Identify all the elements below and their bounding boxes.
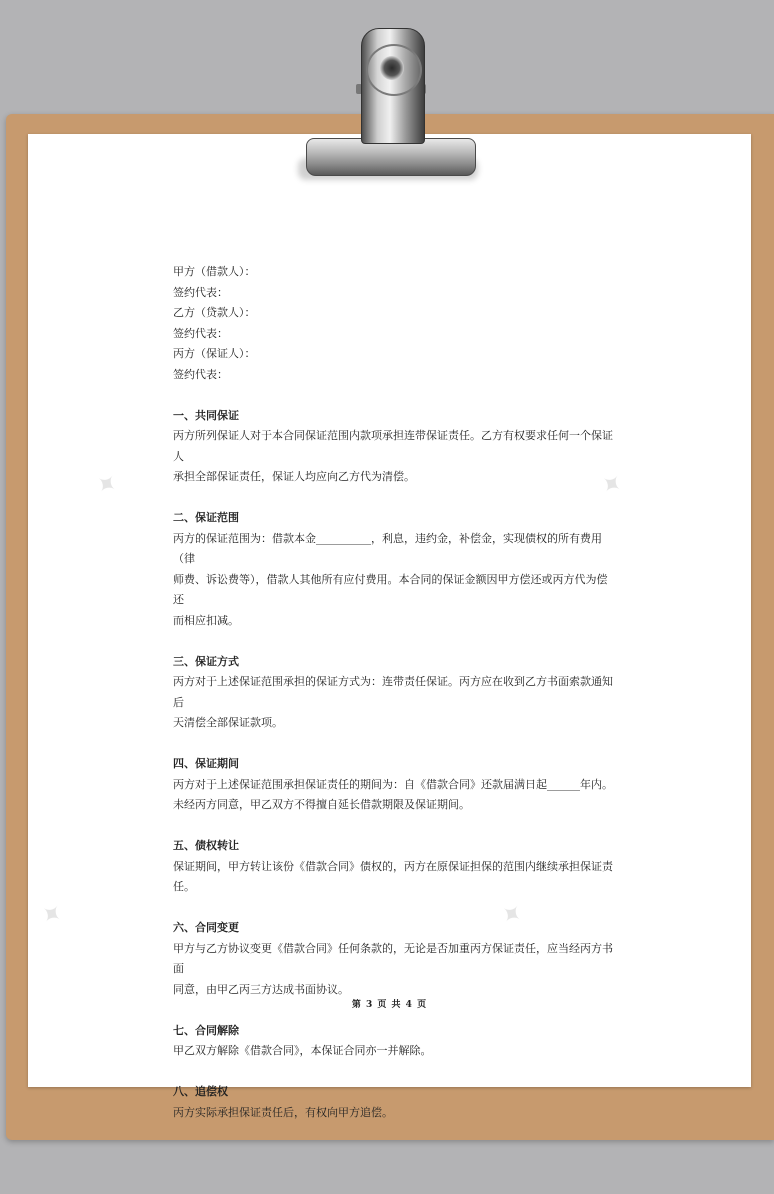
section-joint-guarantee xyxy=(173,406,613,488)
section-guarantee-method xyxy=(173,652,613,734)
section-heading: 五、债权转让 xyxy=(173,839,239,852)
section-heading: 四、保证期间 xyxy=(173,757,239,770)
section-text: 天清偿全部保证款项。 xyxy=(173,716,283,729)
section-heading: 六、合同变更 xyxy=(173,921,239,934)
section-guarantee-period xyxy=(173,754,613,816)
section-text: 而相应扣减。 xyxy=(173,613,239,627)
section-text: 保证期间，甲方转让该份《借款合同》债权的，丙方在原保证担保的范围内继续承担保证责任。 xyxy=(173,859,613,893)
party-line: 乙方（贷款人）： xyxy=(173,306,256,319)
party-line: 签约代表： xyxy=(173,285,228,299)
watermark: ✦ xyxy=(593,466,629,504)
section-guarantee-scope xyxy=(173,508,613,631)
section-text: 甲方与乙方协议变更《借款合同》任何条款的，无论是否加重丙方保证责任，应当经丙方书面 xyxy=(173,941,613,975)
contract-body xyxy=(173,262,613,1123)
watermark: ✦ xyxy=(33,896,69,934)
party-line: 丙方（保证人）： xyxy=(173,347,256,360)
section-contract-change xyxy=(173,918,613,1000)
section-text: 承担全部保证责任，保证人均应向乙方代为清偿。 xyxy=(173,470,415,483)
page-number: 第 3 页 共 4 页 xyxy=(351,1000,428,1010)
section-heading: 二、保证范围 xyxy=(173,511,239,524)
watermark: ✦ xyxy=(88,466,124,504)
party-line: 签约代表： xyxy=(173,367,228,381)
section-text: 同意，由甲乙丙三方达成书面协议。 xyxy=(173,982,349,996)
party-line: 甲方（借款人）： xyxy=(173,265,256,278)
section-claim-transfer xyxy=(173,836,613,898)
parties-block xyxy=(173,262,613,385)
clip-hole-icon xyxy=(380,56,404,80)
section-text: 丙方对于上述保证范围承担保证责任的期间为：自《借款合同》还款届满日起______年内。 xyxy=(173,777,613,791)
section-text: 丙方所列保证人对于本合同保证范围内款项承担连带保证责任。乙方有权要求任何一个保证人 xyxy=(173,429,613,463)
section-text: 甲乙双方解除《借款合同》，本保证合同亦一并解除。 xyxy=(173,1044,432,1057)
section-recourse xyxy=(173,1082,613,1123)
section-heading: 七、合同解除 xyxy=(173,1023,239,1037)
watermark: ✦ xyxy=(493,896,529,934)
section-contract-termination xyxy=(173,1021,613,1062)
section-heading: 一、共同保证 xyxy=(173,408,239,422)
section-text: 师费、诉讼费等），借款人其他所有应付费用。本合同的保证金额因甲方偿还或丙方代为偿还 xyxy=(173,572,608,606)
section-text: 丙方对于上述保证范围承担的保证方式为：连带责任保证。丙方应在收到乙方书面索款通知后 xyxy=(173,675,613,709)
section-text: 丙方实际承担保证责任后，有权向甲方追偿。 xyxy=(173,1105,393,1119)
section-heading: 三、保证方式 xyxy=(173,654,239,668)
party-line: 签约代表： xyxy=(173,326,228,340)
section-text: 丙方的保证范围为：借款本金__________，利息，违约金，补偿金，实现债权的所有费用（律 xyxy=(173,531,602,565)
section-heading: 八、追偿权 xyxy=(173,1085,228,1098)
section-text: 未经丙方同意，甲乙双方不得擅自延长借款期限及保证期间。 xyxy=(173,798,470,811)
